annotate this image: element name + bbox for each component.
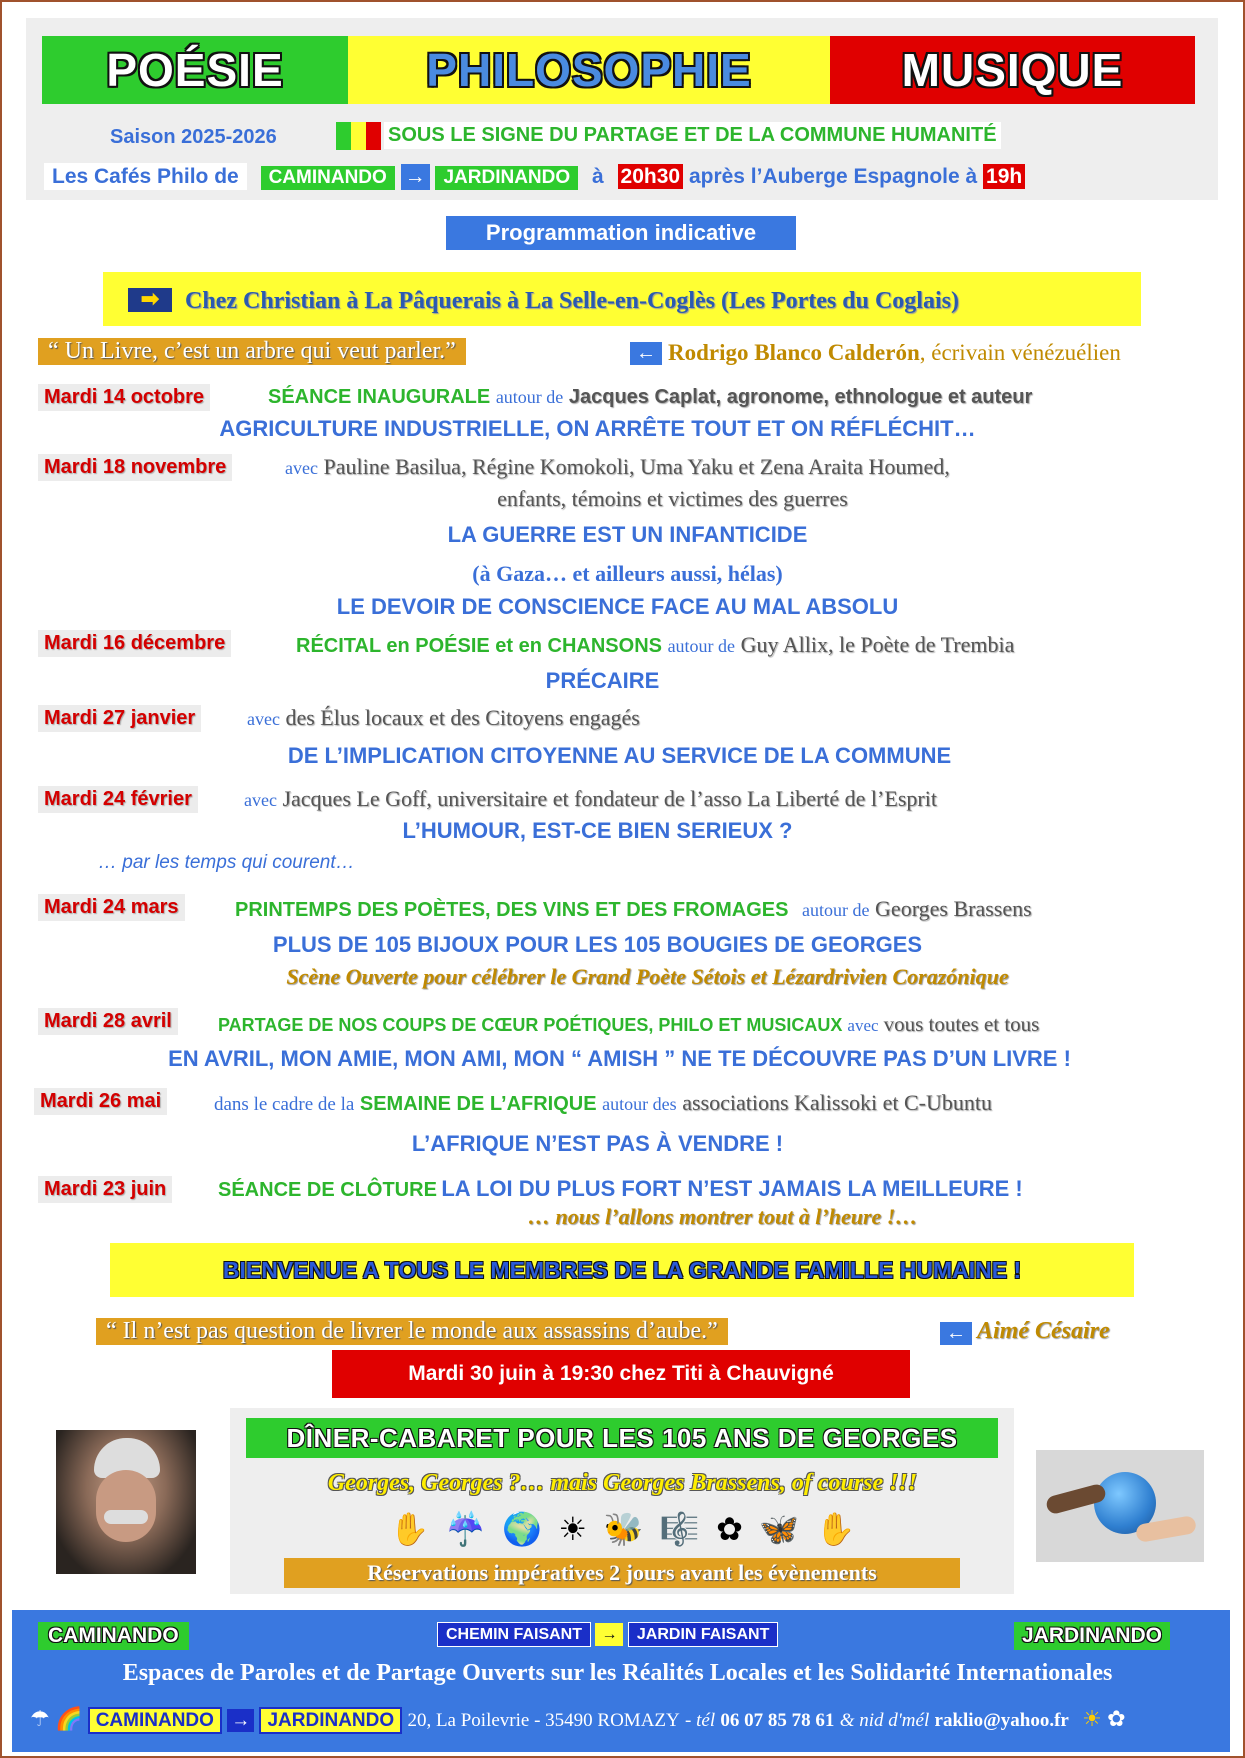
arrow-right-icon: ➡ — [128, 288, 172, 312]
arrow-left-icon: ← — [630, 342, 662, 365]
globe-photo — [1036, 1450, 1204, 1562]
event-date-2: Mardi 18 novembre — [38, 454, 232, 481]
poesie-title: POÉSIE — [106, 44, 284, 96]
philosophie-banner — [348, 36, 830, 104]
caminando-tag: CAMINANDO — [261, 166, 395, 190]
event-9-sub: … nous l’allons montrer tout à l’heure !… — [528, 1204, 918, 1229]
signe-label: SOUS LE SIGNE DU PARTAGE ET DE LA COMMUNE HUMANITÉ — [384, 122, 1001, 149]
cafes-line: Les Cafés Philo de CAMINANDO → JARDINANDO à 20h30 après l’Auberge Espagnole à 19h — [44, 164, 1025, 190]
rain-cloud-icon: ☔ — [445, 1511, 486, 1547]
event-7-title: EN AVRIL, MON AMIE, MON AMI, MON “ AMISH ” NE TE DÉCOUVRE PAS D’UN LIVRE ! — [168, 1046, 1071, 1071]
rain-cloud-icon: ☂ — [30, 1706, 50, 1731]
sun-icon: ☀ — [1082, 1706, 1102, 1731]
event-5-sub: … par les temps qui courent… — [98, 852, 355, 873]
bienvenue-banner — [110, 1243, 1134, 1297]
arrow-left-icon: ← — [940, 1322, 972, 1345]
event-date-4: Mardi 27 janvier — [38, 705, 201, 732]
event-5-title: L’HUMOUR, EST-CE BIEN SERIEUX ? — [402, 818, 793, 843]
footer-espaces: Espaces de Paroles et de Partage Ouverts sur les Réalités Locales et les Solidarité Internationales — [122, 1660, 1113, 1686]
event-2-sub: (à Gaza… et ailleurs aussi, hélas) — [472, 561, 783, 586]
event-8-detail: dans le cadre de la SEMAINE DE L’AFRIQUE autour des associations Kalissoki et C-Ubuntu — [214, 1090, 992, 1115]
quote-rodrigo-author: Rodrigo Blanco Calderón, écrivain vénézuélien — [668, 340, 1121, 365]
reservation-label: Réservations impératives 2 jours avant les évènements — [284, 1558, 960, 1588]
musique-banner — [830, 36, 1195, 104]
time-20h30: 20h30 — [618, 164, 684, 189]
rainbow-icon: 🌈 — [55, 1706, 83, 1731]
arrow-right-icon: → — [401, 164, 430, 190]
flower-icon: ✿ — [716, 1511, 743, 1547]
sun-icon: ☀ — [558, 1511, 588, 1547]
event-6-title: PLUS DE 105 BIJOUX POUR LES 105 BOUGIES DE GEORGES — [272, 932, 923, 957]
saison-label: Saison 2025-2026 — [110, 126, 277, 148]
event-5-detail: avec Jacques Le Goff, universitaire et fondateur de l’asso La Liberté de l’Esprit — [244, 786, 937, 811]
time-19h: 19h — [983, 164, 1025, 189]
event-date-7: Mardi 28 avril — [38, 1008, 178, 1035]
event-3-title: PRÉCAIRE — [545, 668, 660, 693]
cabaret-title: DÎNER-CABARET POUR LES 105 ANS DE GEORGES — [246, 1418, 998, 1458]
event-7-detail: PARTAGE DE NOS COUPS DE CŒUR POÉTIQUES, PHILO ET MUSICAUX avec vous toutes et tous — [218, 1012, 1040, 1036]
event-6-sub: Scène Ouverte pour célébrer le Grand Poète Sétois et Lézardrivien Corazónique — [286, 964, 1009, 989]
cafes-prefix: Les Cafés Philo de — [44, 163, 247, 190]
event-2-title: LA GUERRE EST UN INFANTICIDE — [447, 522, 808, 547]
music-sheet-icon: 🎼 — [659, 1511, 700, 1547]
event-date-1: Mardi 14 octobre — [38, 384, 210, 411]
quote-cesaire-author: Aimé Césaire — [977, 1318, 1110, 1344]
butterfly-icon: 🦋 — [759, 1511, 800, 1547]
arrow-right-icon: → — [227, 1709, 254, 1732]
event-date-9: Mardi 23 juin — [38, 1176, 172, 1203]
event-date-8: Mardi 26 mai — [34, 1088, 167, 1115]
event-8-title: L’AFRIQUE N’EST PAS À VENDRE ! — [411, 1131, 784, 1156]
arrow-right-icon: → — [595, 1623, 623, 1646]
flag-icon — [336, 122, 381, 150]
globe-icon: 🌍 — [502, 1511, 542, 1547]
quote-cesaire: “ Il n’est pas question de livrer le monde aux assassins d’aube.” — [96, 1318, 728, 1345]
event-4-detail: avec des Élus locaux et des Citoyens engagés — [247, 705, 640, 730]
event-6-detail: PRINTEMPS DES POÈTES, DES VINS ET DES FROMAGES autour de Georges Brassens — [235, 896, 1032, 921]
footer-caminando: CAMINANDO — [38, 1622, 189, 1650]
portrait-photo — [56, 1430, 196, 1574]
event-date-3: Mardi 16 décembre — [38, 630, 231, 657]
bienvenue-text: BIENVENUE A TOUS LE MEMBRES DE LA GRANDE FAMILLE HUMAINE ! — [222, 1256, 1022, 1283]
lieu-text: Chez Christian à La Pâquerais à La Selle-en-Coglès (Les Portes du Coglais) — [185, 288, 959, 314]
event-date-5: Mardi 24 février — [38, 786, 198, 813]
hand-icon: ✋ — [815, 1511, 856, 1547]
event-1-title: AGRICULTURE INDUSTRIELLE, ON ARRÊTE TOUT ET ON RÉFLÉCHIT… — [219, 416, 976, 441]
flower-icon: ✿ — [1107, 1706, 1126, 1731]
musique-title: MUSIQUE — [901, 44, 1124, 96]
jardinando-tag: JARDINANDO — [435, 166, 578, 190]
event-1-detail: SÉANCE INAUGURALE autour de Jacques Caplat, agronome, ethnologue et auteur — [268, 386, 1033, 408]
footer-contact: ☂ 🌈 CAMINANDO → JARDINANDO 20, La Poilevrie - 35490 ROMAZY - tél 06 07 85 78 61 & nid d'mél raklio@yahoo.fr ☀ ✿ — [30, 1706, 1126, 1732]
poesie-banner — [42, 36, 348, 104]
bee-icon: 🐝 — [603, 1511, 644, 1547]
event-2-who2: enfants, témoins et victimes des guerres — [497, 486, 848, 511]
hand-icon: ✋ — [389, 1511, 430, 1547]
quote-rodrigo: “ Un Livre, c’est un arbre qui veut parler.” — [38, 338, 466, 365]
event-9-detail: SÉANCE DE CLÔTURE LA LOI DU PLUS FORT N’EST JAMAIS LA MEILLEURE ! — [218, 1176, 1023, 1201]
programmation-label: Programmation indicative — [446, 216, 796, 250]
cabaret-sub: Georges, Georges ?… mais Georges Brassens, of course !!! — [327, 1470, 918, 1496]
cabaret-date-banner: Mardi 30 juin à 19:30 chez Titi à Chauvigné — [332, 1350, 910, 1398]
event-2-detail: avec Pauline Basilua, Régine Komokoli, Uma Yaku et Zena Araita Houmed, — [285, 454, 950, 479]
footer-chemin: CHEMIN FAISANT → JARDIN FAISANT — [437, 1626, 778, 1644]
event-3-detail: RÉCITAL en POÉSIE et en CHANSONS autour de Guy Allix, le Poète de Trembia — [296, 632, 1015, 657]
philosophie-title: PHILOSOPHIE — [426, 44, 752, 96]
event-4-title: DE L’IMPLICATION CITOYENNE AU SERVICE DE LA COMMUNE — [287, 743, 952, 768]
event-2-title2: LE DEVOIR DE CONSCIENCE FACE AU MAL ABSOLU — [336, 594, 899, 619]
footer-jardinando: JARDINANDO — [1014, 1622, 1170, 1650]
event-date-6: Mardi 24 mars — [38, 894, 185, 921]
